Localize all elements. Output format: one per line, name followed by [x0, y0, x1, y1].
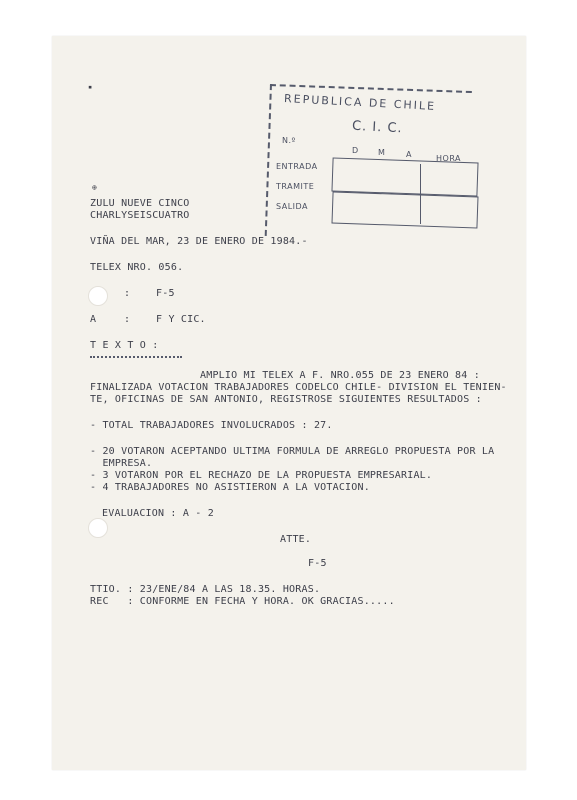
stamp-row-salida: SALIDA — [276, 202, 309, 211]
signature-f5: F-5 — [308, 558, 327, 569]
header-line-1: ZULU NUEVE CINCO — [90, 198, 190, 209]
to-prefix: A — [90, 314, 97, 325]
telex-number: TELEX NRO. 056. — [90, 262, 184, 273]
stamp-col-d: D — [352, 146, 359, 155]
stamp-number-label: N.º — [282, 136, 296, 145]
stamp-grid-bottom — [331, 191, 478, 228]
header-line-2: CHARLYSEISCUATRO — [90, 210, 190, 221]
body-line-1: AMPLIO MI TELEX A F. NRO.055 DE 23 ENERO 84 : — [200, 370, 480, 381]
from-value: F-5 — [156, 288, 175, 299]
stamp-col-hora: HORA — [436, 154, 462, 163]
result-2: - 3 VOTARON POR EL RECHAZO DE LA PROPUESTA EMPRESARIAL. — [90, 470, 433, 481]
texto-heading: T E X T O : — [90, 340, 159, 351]
punch-hole-bottom — [88, 518, 108, 538]
ttio-line: TTIO. : 23/ENE/84 A LAS 18.35. HORAS. — [90, 584, 321, 595]
rec-line: REC : CONFORME EN FECHA Y HORA. OK GRACIAS..... — [90, 596, 395, 607]
stamp-grid-divider — [420, 164, 421, 224]
total-line: - TOTAL TRABAJADORES INVOLUCRADOS : 27. — [90, 420, 333, 431]
bullet-mark: ⊕ — [92, 183, 98, 192]
evaluation: EVALUACION : A - 2 — [102, 508, 214, 519]
to-colon: : — [124, 314, 131, 325]
punch-hole-top — [88, 286, 108, 306]
to-value: F Y CIC. — [156, 314, 206, 325]
body-line-2: FINALIZADA VOTACION TRABAJADORES CODELCO CHILE- DIVISION EL TENIEN- — [90, 382, 507, 393]
date-line: VIÑA DEL MAR, 23 DE ENERO DE 1984.- — [90, 236, 308, 247]
stamp-col-a: A — [406, 150, 412, 159]
texto-underline — [90, 356, 182, 358]
stamp-title: REPUBLICA DE CHILE — [283, 92, 437, 113]
stamp-grid-top — [331, 157, 478, 196]
result-1-line-1: - 20 VOTARON ACEPTANDO ULTIMA FORMULA DE ARREGLO PROPUESTA POR LA — [90, 446, 495, 457]
closing-atte: ATTE. — [280, 534, 312, 545]
stamp-col-m: M — [378, 148, 386, 157]
stamp-row-entrada: ENTRADA — [276, 162, 318, 171]
result-3: - 4 TRABAJADORES NO ASISTIERON A LA VOTACION. — [90, 482, 370, 493]
document-page — [52, 36, 526, 770]
stamp-org: C. I. C. — [351, 118, 404, 137]
stamp-row-tramite: TRAMITE — [276, 182, 315, 191]
result-1-line-2: EMPRESA. — [90, 458, 153, 469]
corner-mark: ▪ — [88, 83, 93, 91]
from-colon: : — [124, 288, 131, 299]
body-line-3: TE, OFICINAS DE SAN ANTONIO, REGISTROSE SIGUIENTES RESULTADOS : — [90, 394, 482, 405]
cic-stamp — [270, 84, 488, 244]
